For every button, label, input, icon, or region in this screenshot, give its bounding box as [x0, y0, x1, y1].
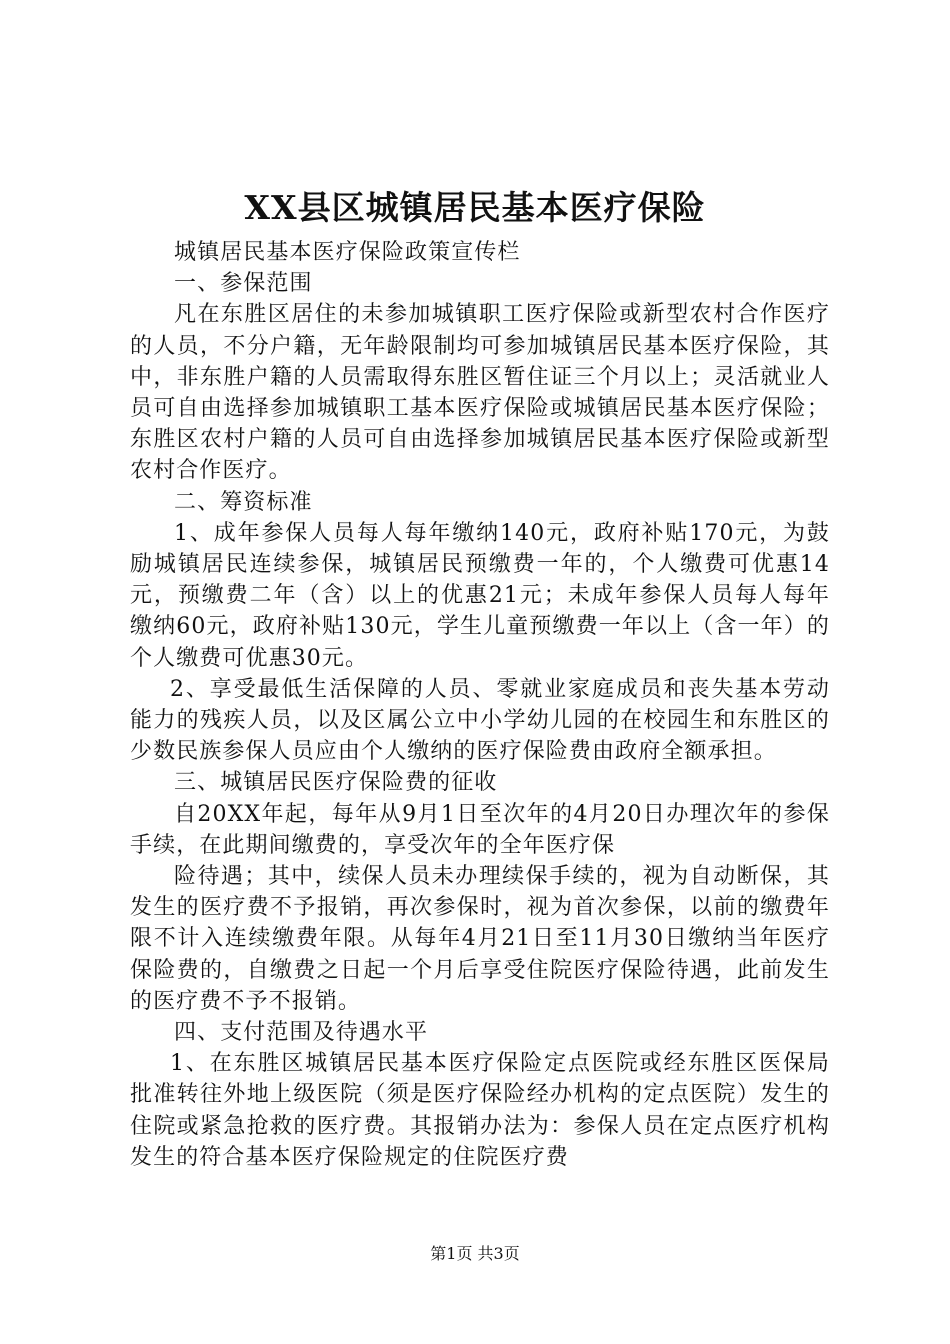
section-heading-2: 二、筹资标准: [174, 489, 313, 515]
page-number-footer: 第1页 共3页: [430, 1244, 520, 1263]
paragraph-collection-1: 自20XX年起，每年从9月1日至次年的4月20日办理次年的参保手续，在此期间缴费的，享受次年的全年医疗保: [130, 801, 830, 858]
section-heading-1: 一、参保范围: [174, 271, 313, 297]
section-heading-4: 四、支付范围及待遇水平: [174, 1020, 429, 1046]
subtitle-paragraph: 城镇居民基本医疗保险政策宣传栏: [174, 240, 521, 265]
paragraph-payment-scope-1: 1、在东胜区城镇居民基本医疗保险定点医院或经东胜区医保局批准转往外地上级医院（须是医疗保险经办机构的定点医院）发生的住院或紧急抢救的医疗费。其报销办法为：参保人员在定点医疗机构发生的符合基本医疗保险规定的住院医疗费: [130, 1051, 830, 1170]
section-heading-3: 三、城镇居民医疗保险费的征收: [174, 770, 498, 796]
paragraph-funding-standard-2: 2、享受最低生活保障的人员、零就业家庭成员和丧失基本劳动能力的残疾人员，以及区属公立中小学幼儿园的在校园生和东胜区的少数民族参保人员应由个人缴纳的医疗保险费由政府全额承担。: [130, 676, 830, 765]
document-title: XX县区城镇居民基本医疗保险: [244, 188, 706, 227]
paragraph-enrollment-scope: 凡在东胜区居住的未参加城镇职工医疗保险或新型农村合作医疗的人员，不分户籍，无年龄限制均可参加城镇居民基本医疗保险，其中，非东胜户籍的人员需取得东胜区暂住证三个月以上；灵活就业人员可自由选择参加城镇职工基本医疗保险或城镇居民基本医疗保险；东胜区农村户籍的人员可自由选择参加城镇居民基本医疗保险或新型农村合作医疗。: [130, 302, 830, 484]
paragraph-funding-standard-1: 1、成年参保人员每人每年缴纳140元，政府补贴170元，为鼓励城镇居民连续参保，城镇居民预缴费一年的，个人缴费可优惠14元，预缴费二年（含）以上的优惠21元；未成年参保人员每人每年缴纳60元，政府补贴130元，学生儿童预缴费一年以上（含一年）的个人缴费可优惠30元。: [130, 520, 830, 671]
document-body: [130, 237, 830, 1173]
paragraph-collection-2: 险待遇；其中，续保人员未办理续保手续的，视为自动断保，其发生的医疗费不予报销，再次参保时，视为首次参保，以前的缴费年限不计入连续缴费年限。从每年4月21日至11月30日缴纳当年医疗保险费的，自缴费之日起一个月后享受住院医疗保险待遇，此前发生的医疗费不予不报销。: [130, 864, 830, 1014]
